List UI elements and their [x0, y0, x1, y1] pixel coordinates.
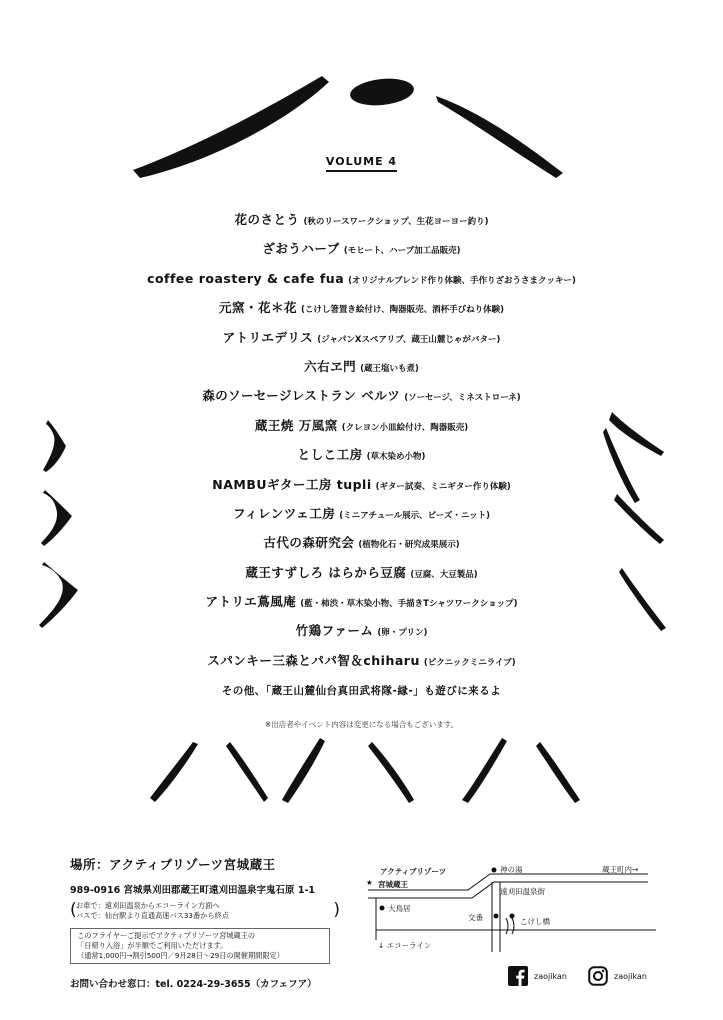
list-item — [60, 645, 663, 674]
contact-info: お問い合わせ窓口：tel. 0224-29-3655（カフェフア） — [70, 979, 317, 990]
shop-detail: (藍・柿渋・草木染小物、手描きTシャツワークショップ) — [300, 599, 518, 610]
list-item — [60, 322, 663, 351]
list-item — [60, 204, 663, 233]
venue-info — [70, 855, 360, 990]
shop-name: 古代の森研究会 — [263, 535, 355, 551]
volume-label: VOLUME 4 — [0, 155, 723, 168]
shop-name: 花のさとう — [234, 212, 300, 227]
facebook-icon — [508, 966, 528, 986]
shop-list — [60, 204, 663, 704]
shop-detail: (豆腐、大豆製品) — [410, 569, 478, 580]
map-label-koban: 交番 — [468, 913, 483, 922]
shop-detail: (秋のリースワークショップ、生花ヨーヨー釣り) — [303, 217, 489, 227]
list-item — [60, 351, 663, 380]
discount-note-line: （通常1,000円→割引500円／9月28日〜29日の開催期間限定） — [77, 951, 284, 960]
list-item — [60, 233, 663, 262]
list-item — [60, 527, 663, 556]
map-label-zao-town: 蔵王町内→ — [602, 865, 639, 874]
access-car: ( お車で：遠刈田温泉からエコーライン方面へ — [76, 901, 220, 910]
shop-detail: (ジャパンXスペアリブ、蔵王山麓じゃがバター) — [317, 334, 501, 345]
shop-name: アトリエ蔦風庵 — [205, 594, 297, 610]
shop-name: 蔵王焼 万風窯 — [254, 417, 338, 433]
shop-name: 蔵王すずしろ はらから豆腐 — [245, 564, 407, 580]
brush-dot-top — [349, 76, 415, 109]
shop-name: フィレンツェ工房 — [233, 505, 336, 521]
map-label-resort-2: 宮城蔵王 — [378, 880, 408, 889]
shop-name: 元窯・花＊花 — [219, 300, 298, 316]
map-label-resort: アクティブリゾーツ — [380, 867, 447, 876]
shop-detail: (蔵王塩いも煮) — [360, 363, 419, 374]
shop-name: 竹鶏ファーム — [295, 623, 374, 639]
access-info — [70, 900, 360, 922]
list-item — [60, 292, 663, 321]
shop-detail: (モヒート、ハーブ加工品販売) — [343, 246, 461, 257]
access-bus: バスで：仙台駅より直通高速バス33番から終点 — [76, 911, 229, 920]
shop-detail: (草木染め小物) — [366, 452, 426, 463]
shop-detail: (オリジナルブレンド作り体験、手作りざおうさまクッキー) — [348, 275, 576, 286]
list-item — [60, 615, 663, 644]
list-item — [60, 674, 663, 703]
list-item — [60, 586, 663, 615]
access-map — [360, 860, 660, 960]
instagram-link[interactable] — [588, 966, 647, 986]
discount-note — [70, 928, 330, 964]
facebook-handle: zaojikan — [534, 971, 567, 981]
shop-detail: (卵・プリン) — [377, 628, 428, 639]
map-label-kaminoyu: 神の湯 — [500, 865, 523, 874]
change-notice: ※出店者やイベント内容は変更になる場合もございます。 — [264, 720, 459, 729]
shop-name: アトリエデリス — [222, 329, 314, 345]
shop-name: 六右ヱ門 — [304, 358, 357, 374]
shop-name: ざおうハーブ — [262, 241, 340, 257]
list-item — [60, 439, 663, 468]
shop-name: NAMBUギター工房 tupli — [212, 476, 372, 492]
shop-detail: (ミニアチュール展示、ビーズ・ニット) — [339, 510, 490, 521]
discount-note-line: 「日帰り入浴」が半額でご利用いただけます。 — [77, 941, 228, 950]
list-item — [60, 263, 663, 292]
facebook-link[interactable] — [508, 966, 567, 986]
list-item — [60, 469, 663, 498]
list-item — [60, 498, 663, 527]
star-icon: ★ — [366, 878, 373, 887]
list-item — [60, 410, 663, 439]
list-item — [60, 557, 663, 586]
discount-note-line: このフライヤーご提示でアクティブリゾーツ宮城蔵王の — [77, 931, 256, 940]
shop-name: 森のソーセージレストラン ベルツ — [202, 388, 401, 404]
shop-detail: (ソーセージ、ミネストローネ) — [404, 393, 521, 404]
map-label-echo-line: ↓ エコーライン — [378, 941, 432, 950]
shop-detail: (こけし箸置き絵付け、陶器販売、酒杯手びねり体験) — [301, 305, 504, 316]
shop-detail: (ギター試奏、ミニギター作り体験) — [375, 481, 511, 492]
map-label-onsen-street: 遠刈田温泉街 — [500, 887, 545, 896]
shop-name: スパンキー三森とパパ智＆chiharu — [207, 652, 420, 668]
instagram-handle: zaojikan — [614, 971, 647, 981]
shop-name: としこ工房 — [297, 447, 363, 463]
map-label-kokeshi-bridge: こけし橋 — [520, 917, 550, 926]
shop-detail: (植物化石・研究成果展示) — [358, 540, 460, 551]
shop-name: coffee roastery & cafe fua — [147, 270, 345, 286]
shop-name: その他、「蔵王山麓仙台真田武将隊-縁-」も遊びに来るよ — [221, 685, 502, 698]
venue-address: 989-0916 宮城県刈田郡蔵王町遠刈田温泉字鬼石原 1-1 — [70, 885, 315, 896]
instagram-icon — [588, 966, 608, 986]
venue-place: 場所：アクティブリゾーツ宮城蔵王 — [70, 857, 276, 872]
map-label-otorii: 大鳥居 — [388, 904, 411, 913]
list-item — [60, 380, 663, 409]
shop-detail: (クレヨン小皿絵付け、陶器販売) — [341, 422, 469, 433]
shop-detail: (ピクニックミニライブ) — [423, 657, 516, 668]
